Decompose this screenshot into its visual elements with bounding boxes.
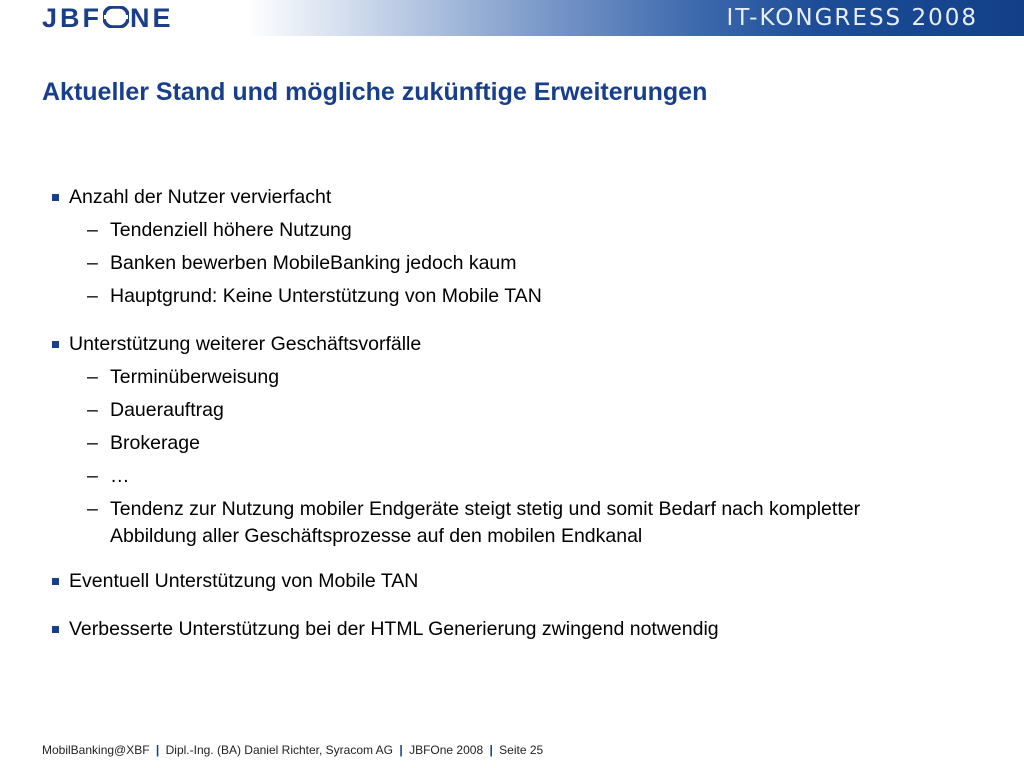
- footer-separator: |: [489, 743, 493, 757]
- sub-text: Dauerauftrag: [110, 399, 224, 421]
- footer-author: Dipl.-Ing. (BA) Daniel Richter, Syracom AG: [165, 743, 394, 757]
- bullet-item: [50, 613, 950, 646]
- sub-item: [50, 493, 950, 553]
- sub-item: [50, 280, 950, 313]
- sub-text: …: [110, 465, 130, 487]
- spacer: [50, 313, 950, 328]
- sub-text: Tendenz zur Nutzung mobiler Endgeräte steigt stetig und somit Bedarf nach kompletter Abbildung aller Geschäftsprozesse auf den mobilen Endkanal: [110, 498, 861, 547]
- header-banner: [0, 0, 1024, 36]
- bullet-list: [50, 181, 950, 646]
- bullet-text: Verbesserte Unterstützung bei der HTML Generierung zwingend notwendig: [69, 618, 719, 640]
- slide-title: Aktueller Stand und mögliche zukünftige Erweiterungen: [42, 78, 708, 106]
- sub-item: [50, 427, 950, 460]
- sub-item: [50, 214, 950, 247]
- logo-text-left: JBF: [42, 3, 103, 33]
- square-bullet-icon: [52, 626, 59, 633]
- sub-text: Brokerage: [110, 432, 200, 454]
- footer-topic: MobilBanking@XBF: [42, 743, 150, 757]
- dash-icon: –: [87, 285, 98, 307]
- dash-icon: –: [87, 465, 98, 487]
- bullet-text: Eventuell Unterstützung von Mobile TAN: [69, 570, 419, 592]
- sub-text: Hauptgrund: Keine Unterstützung von Mobile TAN: [110, 285, 542, 307]
- bullet-text: Unterstützung weiterer Geschäftsvorfälle: [69, 333, 422, 355]
- square-bullet-icon: [52, 341, 59, 348]
- footer-event: JBFOne 2008: [409, 743, 484, 757]
- logo-o-icon: [103, 6, 129, 28]
- bullet-item: [50, 181, 950, 214]
- logo-text-right: NE: [130, 3, 174, 33]
- slide-footer: [42, 743, 543, 757]
- sub-text: Terminüberweisung: [110, 366, 280, 388]
- sub-text: Banken bewerben MobileBanking jedoch kaum: [110, 252, 517, 274]
- dash-icon: –: [87, 432, 98, 454]
- sub-text: Tendenziell höhere Nutzung: [110, 219, 352, 241]
- bullet-item: [50, 565, 950, 598]
- dash-icon: –: [87, 498, 98, 520]
- sub-item: [50, 247, 950, 280]
- bullet-text: Anzahl der Nutzer vervierfacht: [69, 186, 332, 208]
- footer-page-number: Seite 25: [499, 743, 544, 757]
- sub-item: [50, 394, 950, 427]
- square-bullet-icon: [52, 578, 59, 585]
- footer-separator: |: [399, 743, 403, 757]
- dash-icon: –: [87, 399, 98, 421]
- spacer: [50, 598, 950, 613]
- sub-item: [50, 361, 950, 394]
- bullet-item: [50, 328, 950, 361]
- footer-separator: |: [155, 743, 160, 757]
- dash-icon: –: [87, 219, 98, 241]
- square-bullet-icon: [52, 194, 59, 201]
- congress-label: IT-KONGRESS 2008: [726, 5, 978, 31]
- jbfone-logo: [42, 5, 174, 31]
- dash-icon: –: [87, 252, 98, 274]
- dash-icon: –: [87, 366, 98, 388]
- sub-item: [50, 460, 950, 493]
- spacer: [50, 553, 950, 565]
